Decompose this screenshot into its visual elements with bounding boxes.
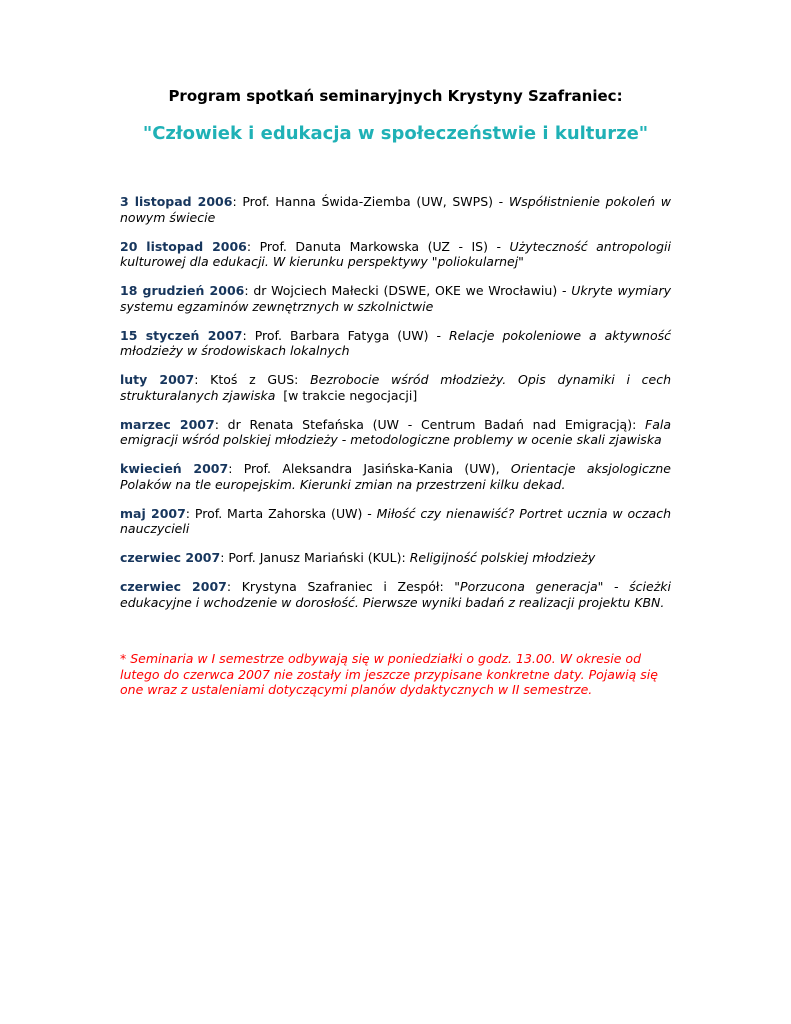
seminar-speaker: Prof. Barbara Fatyga (UW) - — [254, 327, 449, 343]
seminar-date: luty 2007 — [120, 372, 195, 387]
seminar-topic: Relacje pokoleniowe a aktywność młodzieży w środowiskach lokalnych — [120, 327, 671, 358]
seminar-list — [120, 194, 671, 624]
seminar-speaker: Prof. Aleksandra Jasińska-Kania (UW), — [243, 461, 511, 476]
seminar-topic: Ukryte wymiary systemu egzaminów zewnętrznych w szkolnictwie — [120, 283, 671, 314]
seminar-entry — [120, 417, 671, 448]
seminar-topic: Współistnienie pokoleń w nowym świecie — [120, 194, 672, 225]
document-title: Program spotkań seminaryjnych Krystyny Szafraniec: — [168, 87, 623, 105]
seminar-topic: Miłość czy nienawiść? Portret ucznia w oczach nauczycieli — [120, 505, 672, 536]
seminar-date: 20 listopad 2006 — [120, 238, 247, 254]
seminar-topic: "Porzucona generacja" - ścieżki edukacyjne i wchodzenie w dorosłość. Pierwsze wyniki badań z realizacji projektu KBN. — [120, 579, 671, 610]
seminar-separator: : — [220, 550, 229, 565]
seminar-date: czerwiec 2007 — [120, 550, 221, 565]
schedule-note: * Seminaria w I semestrze odbywają się w poniedziałki o godz. 13.00. W okresie od lutego do czerwca 2007 nie zostały im jeszcze przypisane konkretne daty. Pojawią się one wraz z ustaleniami dotyczącymi planów dydaktycznych w II semestrze. — [120, 651, 658, 697]
seminar-date: 15 styczeń 2007 — [120, 327, 243, 343]
seminar-topic: Fala emigracji wśród polskiej młodzieży - metodologiczne problemy w ocenie skali zjawiska — [120, 416, 672, 447]
seminar-topic: Użyteczność antropologii kulturowej dla edukacji. W kierunku perspektywy "poliokularnej" — [120, 238, 671, 269]
seminar-entry — [120, 194, 671, 225]
seminar-date: 18 grudzień 2006 — [120, 283, 245, 298]
seminar-speaker: Prof. Marta Zahorska (UW) - — [194, 505, 377, 521]
seminar-entry — [120, 328, 671, 359]
seminar-separator: : — [242, 327, 255, 343]
seminar-speaker: dr Renata Stefańska (UW - Centrum Badań nad Emigracją): — [227, 416, 646, 432]
seminar-separator: : — [246, 238, 260, 254]
seminar-separator: : — [244, 283, 254, 298]
document-subtitle: "Człowiek i edukacja w społeczeństwie i kulturze" — [142, 123, 649, 144]
seminar-topic: Bezrobocie wśród młodzieży. Opis dynamiki i cech strukturalanych zjawiska — [120, 372, 672, 403]
seminar-separator: : — [226, 579, 242, 594]
seminar-extra: [w trakcie negocjacji] — [275, 387, 418, 403]
seminar-date: czerwiec 2007 — [120, 579, 227, 594]
seminar-entry — [120, 283, 671, 314]
seminar-topic: Religijność polskiej młodzieży — [409, 550, 596, 565]
seminar-speaker: Prof. Danuta Markowska (UZ - IS) - — [259, 238, 510, 254]
seminar-separator: : — [194, 372, 211, 387]
seminar-entry — [120, 461, 671, 492]
seminar-speaker: dr Wojciech Małecki (DSWE, OKE we Wrocławiu) - — [253, 283, 572, 298]
seminar-speaker: Ktoś z GUS: — [210, 372, 311, 387]
seminar-entry — [120, 550, 671, 566]
seminar-separator: : — [185, 505, 195, 521]
seminar-speaker: Porf. Janusz Mariański (KUL): — [228, 550, 410, 565]
seminar-speaker: Prof. Hanna Świda-Ziemba (UW, SWPS) - — [242, 194, 509, 209]
seminar-separator: : — [232, 194, 243, 209]
seminar-entry — [120, 239, 671, 270]
seminar-separator: : — [228, 461, 244, 476]
seminar-entry — [120, 372, 671, 403]
seminar-topic: Orientacje aksjologiczne Polaków na tle europejskim. Kierunki zmian na przestrzeni kilku dekad. — [120, 461, 671, 492]
seminar-date: 3 listopad 2006 — [120, 194, 233, 209]
seminar-date: kwiecień 2007 — [120, 461, 229, 476]
seminar-separator: : — [214, 416, 228, 432]
seminar-date: maj 2007 — [120, 505, 186, 521]
seminar-speaker: Krystyna Szafraniec i Zespół: — [241, 579, 455, 594]
seminar-date: marzec 2007 — [120, 416, 215, 432]
seminar-entry — [120, 579, 671, 610]
seminar-entry — [120, 506, 671, 537]
